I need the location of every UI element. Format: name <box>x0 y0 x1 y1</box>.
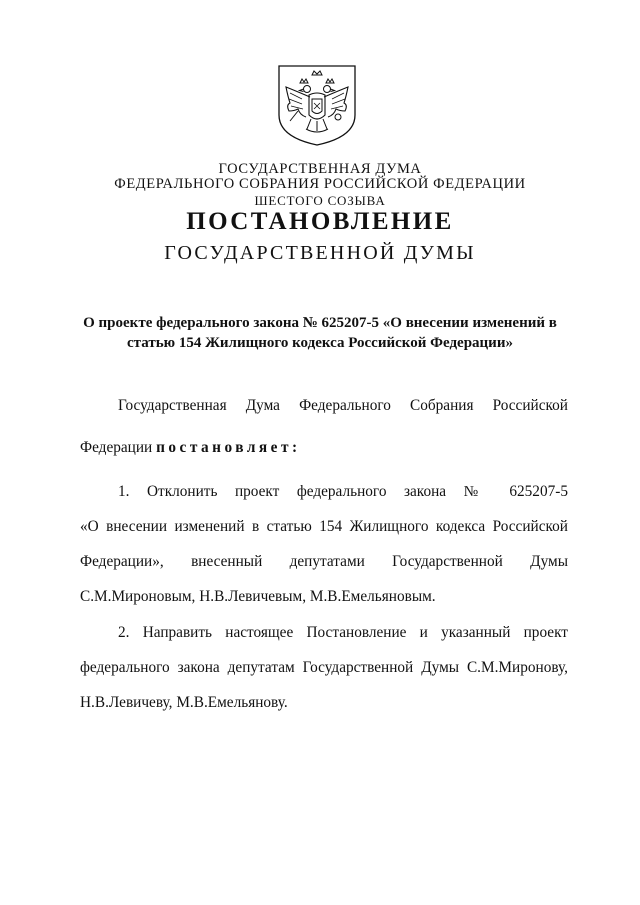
subject-line1: О проекте федерального закона № 625207-5 «О внесении изменений в <box>83 315 557 331</box>
preamble-federation-word: Федерации <box>80 439 153 456</box>
item1-line1: 1. Отклонить проект федерального закона № 625207-5 <box>118 483 568 500</box>
document-type-title: ПОСТАНОВЛЕНИЕ <box>186 208 454 235</box>
org-name-line1: ГОСУДАРСТВЕННАЯ ДУМА <box>218 161 422 177</box>
subject-line2: статью 154 Жилищного кодекса Российской Федерации» <box>127 335 513 351</box>
resolves-word: постановляет: <box>156 439 301 456</box>
preamble-line2 <box>80 439 301 457</box>
org-name-line2: ФЕДЕРАЛЬНОГО СОБРАНИЯ РОССИЙСКОЙ ФЕДЕРАЦИИ <box>114 176 526 192</box>
item1-line4: С.М.Мироновым, Н.В.Левичевым, М.В.Емельяновым. <box>80 588 436 605</box>
item2-line2: федерального закона депутатам Государственной Думы С.М.Миронову, <box>80 659 568 676</box>
document-subject <box>70 313 570 353</box>
item1-line3: Федерации», внесенный депутатами Государственной Думы <box>80 553 568 570</box>
item2-line3: Н.В.Левичеву, М.В.Емельянову. <box>80 694 288 711</box>
convocation-line: ШЕСТОГО СОЗЫВА <box>254 193 386 208</box>
item1-line2: «О внесении изменений в статью 154 Жилищного кодекса Российской <box>80 518 568 535</box>
document-type-subtitle: ГОСУДАРСТВЕННОЙ ДУМЫ <box>164 242 476 264</box>
preamble-line1: Государственная Дума Федерального Собрания Российской <box>118 397 568 414</box>
item2-line1: 2. Направить настоящее Постановление и указанный проект <box>118 624 568 641</box>
coat-of-arms-emblem <box>276 63 358 147</box>
